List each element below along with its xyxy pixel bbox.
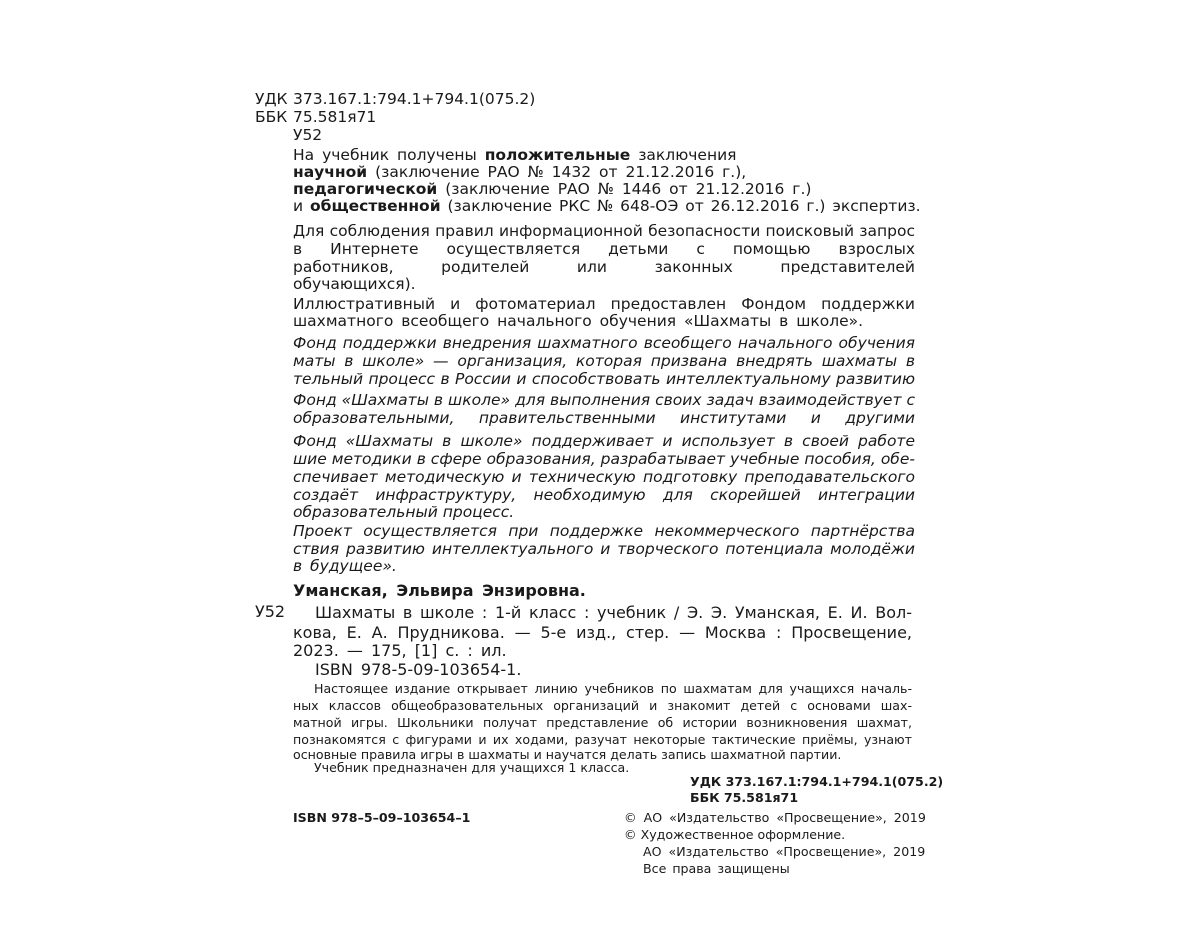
- expertise-l1-c: заключения: [638, 146, 737, 164]
- expertise-l2-b: (заключение РАО № 1432 от 21.12.2016 г.),: [375, 163, 747, 181]
- fund-line: Фонд «Шахматы в школе» для выполнения своих задач взаимодействует с: [293, 391, 915, 409]
- fund-paragraph-2: [293, 391, 915, 428]
- biblio-isbn: ISBN 978-5-09-103654-1.: [315, 660, 522, 679]
- safety-line: Для соблюдения правил информационной безопасности поисковый запрос: [293, 222, 915, 240]
- fund-line: маты в школе» — организация, которая призвана внедрять шахматы в: [293, 352, 915, 370]
- safety-line: в Интернете осуществляется детьми с помощью взрослых: [293, 240, 915, 258]
- author-sign: У52: [293, 126, 323, 144]
- annotation-line: познакомятся с фигурами и их ходами, разучат некоторые тактические приёмы, узнают: [293, 732, 912, 747]
- biblio-description: [315, 603, 912, 623]
- expertise-line-1: [293, 148, 736, 164]
- expertise-l1-b: положительные: [484, 146, 631, 164]
- annotation-line: матной игры. Школьники получат представление об истории возникновения шахмат,: [293, 715, 912, 730]
- fund-paragraph-3: [293, 432, 915, 521]
- safety-line: обучающихся).: [293, 275, 416, 293]
- footer-udk: УДК 373.167.1:794.1+794.1(075.2): [690, 774, 944, 789]
- fund-line: образовательный процесс.: [293, 503, 515, 521]
- footer-bbk: ББК 75.581я71: [690, 790, 799, 805]
- biblio-description-cont: [293, 623, 912, 659]
- expertise-l3-b: (заключение РАО № 1446 от 21.12.2016 г.): [445, 180, 812, 198]
- fund-line: спечивает методическую и техническую подготовку преподавательского: [293, 468, 915, 486]
- illustrations-line: Иллюстративный и фотоматериал предоставлен Фондом поддержки: [293, 295, 915, 313]
- bbk-value: 75.581я71: [293, 108, 377, 126]
- fund-line: создаёт инфраструктуру, необходимую для скорейшей интеграции: [293, 486, 915, 504]
- safety-paragraph: [293, 222, 915, 293]
- expertise-line-2: [293, 165, 746, 181]
- footer-isbn: ISBN 978–5–09–103654–1: [293, 810, 471, 825]
- fund-line: Фонд поддержки внедрения шахматного всеобщего начального обучения: [293, 334, 915, 352]
- fund-line: тельный процесс в России и способствовать интеллектуальному развитию: [293, 370, 915, 388]
- illustrations-paragraph: [293, 295, 915, 330]
- expertise-l3-a: педагогической: [293, 180, 438, 198]
- copyright-line-4: Все права защищены: [643, 861, 790, 876]
- expertise-l2-a: научной: [293, 163, 368, 181]
- annotation-line: основные правила игры в шахматы и научатся делать запись шахматной партии.: [293, 747, 842, 762]
- expertise-l4-c: (заключение РКС № 648-ОЭ от 26.12.2016 г.) экспертиз.: [447, 197, 921, 215]
- expertise-l4-b: общественной: [310, 197, 441, 215]
- fund-line: Фонд «Шахматы в школе» поддерживает и использует в своей работе: [293, 432, 915, 450]
- copyright-line-3: АО «Издательство «Просвещение», 2019: [643, 844, 926, 859]
- fund-paragraph-4: [293, 522, 915, 575]
- bbk-label: ББК: [255, 108, 288, 126]
- copyright-line-1: © АО «Издательство «Просвещение», 2019: [624, 810, 926, 825]
- biblio-line: кова, Е. А. Прудникова. — 5-е изд., стер. — Москва : Просвещение,: [293, 623, 912, 642]
- biblio-line: Шахматы в школе : 1-й класс : учебник / Э. Э. Уманская, Е. И. Вол-: [315, 603, 912, 622]
- udk-label: УДК: [255, 90, 288, 108]
- udk-value: 373.167.1:794.1+794.1(075.2): [293, 90, 536, 108]
- expertise-l4-a: и: [293, 197, 304, 215]
- fund-paragraph-1: [293, 334, 915, 389]
- safety-line: работников, родителей или законных представителей: [293, 258, 915, 276]
- illustrations-line: шахматного всеобщего начального обучения «Шахматы в школе».: [293, 312, 864, 330]
- fund-line: в будущее».: [293, 557, 397, 575]
- fund-line: образовательными, правительственными институтами и другими: [293, 409, 915, 427]
- audience-note: Учебник предназначен для учащихся 1 класса.: [314, 760, 630, 775]
- biblio-sign: У52: [255, 602, 286, 621]
- copyright-line-2: © Художественное оформление.: [624, 827, 846, 842]
- fund-line: шие методики в сфере образования, разрабатывает учебные пособия, обе-: [293, 450, 915, 468]
- fund-line: Проект осуществляется при поддержке некоммерческого партнёрства: [293, 522, 915, 540]
- expertise-l1-a: На учебник получены: [293, 146, 477, 164]
- annotation-line: Настоящее издание открывает линию учебников по шахматам для учащихся началь-: [314, 681, 912, 696]
- expertise-line-4: [293, 199, 921, 215]
- biblio-line: 2023. — 175, [1] с. : ил.: [293, 641, 507, 660]
- annotation-paragraph: [293, 681, 912, 762]
- annotation-line: ных классов общеобразовательных организаций и знакомит детей с основами шах-: [293, 698, 912, 713]
- expertise-line-3: [293, 182, 811, 198]
- biblio-author: Уманская, Эльвира Энзировна.: [293, 581, 586, 600]
- fund-line: ствия развитию интеллектуального и творческого потенциала молодёжи: [293, 540, 915, 558]
